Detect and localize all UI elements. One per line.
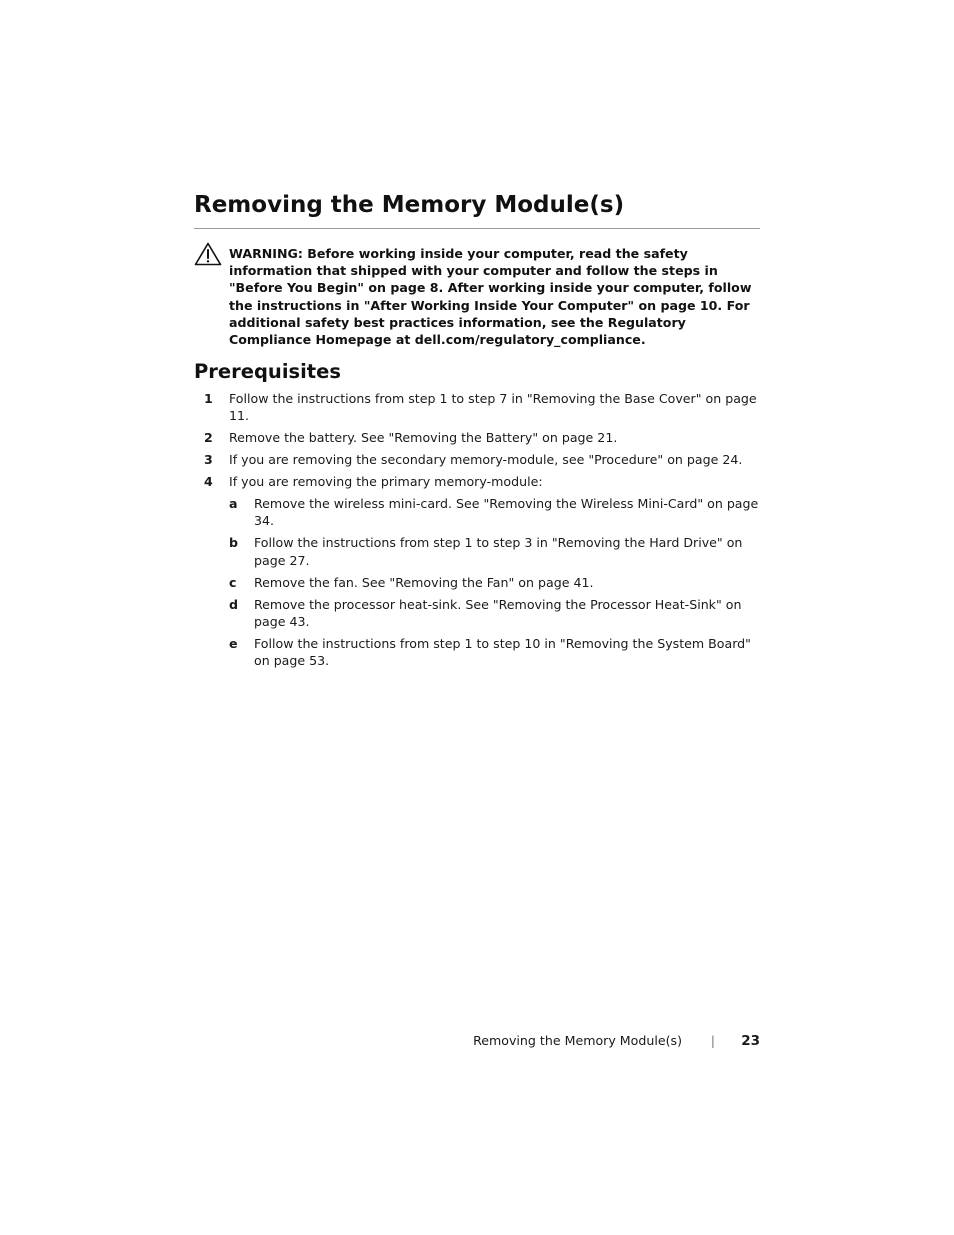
step-text: Remove the battery. See "Removing the Battery" on page 21. [229,430,618,446]
substep-letter: a [229,496,238,512]
substep-letter: b [229,535,239,551]
footer-separator: | [710,1033,715,1048]
step-text: Follow the instructions from step 1 to step 7 in "Removing the Base Cover" on page 11. [229,391,757,424]
substep-item [229,574,760,591]
step-item [194,451,760,468]
substep-text: Remove the fan. See "Removing the Fan" on page 41. [254,574,594,590]
step-item [194,473,760,669]
step-item [194,429,760,446]
substep-text: Remove the processor heat-sink. See "Removing the Processor Heat-Sink" on page 43. [254,596,742,629]
page-title: Removing the Memory Module(s) [194,192,625,218]
step-text: If you are removing the primary memory-module: [229,474,543,490]
substep-text: Follow the instructions from step 1 to step 3 in "Removing the Hard Drive" on page 27. [254,535,743,568]
step-item [194,390,760,424]
step-number: 1 [204,391,213,406]
step-number: 4 [204,474,213,490]
substep-item [229,495,760,529]
substep-item [229,596,760,630]
title-divider [194,228,760,229]
substep-letter: c [229,574,237,590]
step-number: 2 [204,430,213,446]
page-footer [440,1031,760,1051]
substep-list [229,495,760,669]
prerequisites-heading: Prerequisites [194,360,341,383]
substep-item [229,635,760,669]
step-text: If you are removing the secondary memory-module, see "Procedure" on page 24. [229,452,743,468]
substep-item [229,534,760,568]
warning-text: WARNING: Before working inside your computer, read the safety information that shipped with your computer and follow the steps in "Before You Begin" on page 8. After working inside your computer, follow the instructions in "After Working Inside Your Computer" on page 10. For additional safety best practices information, see the Regulatory Compliance Homepage at dell.com/regulatory_compliance. [229,246,752,348]
warning-triangle-icon [194,242,222,266]
substep-text: Follow the instructions from step 1 to step 10 in "Removing the System Board" on page 53. [254,635,751,669]
substep-letter: e [229,635,238,651]
prerequisites-steps [194,390,760,674]
substep-text: Remove the wireless mini-card. See "Removing the Wireless Mini-Card" on page 34. [254,496,759,529]
substep-letter: d [229,596,239,612]
page-number: 23 [741,1033,760,1049]
step-number: 3 [204,452,213,468]
footer-section-title: Removing the Memory Module(s) [473,1033,682,1048]
